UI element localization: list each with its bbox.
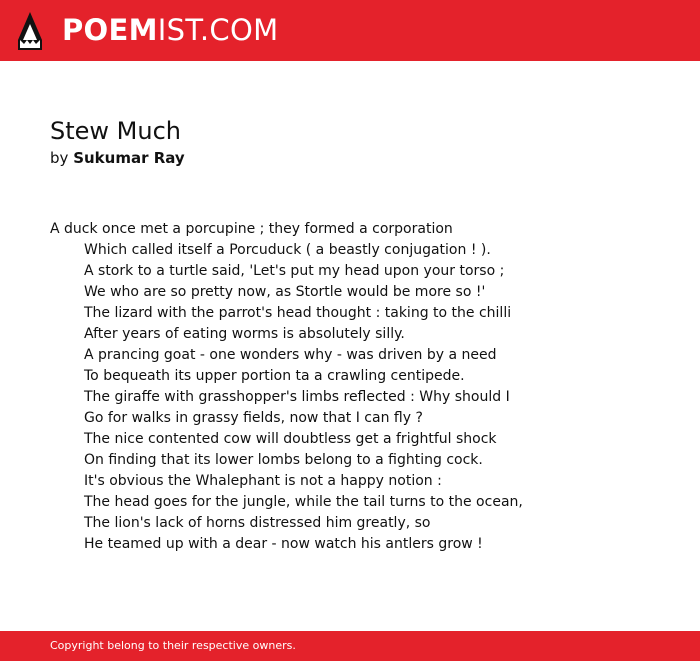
poem-line: On finding that its lower lombs belong to a fighting cock. bbox=[84, 452, 483, 468]
poem-line: Which called itself a Porcuduck ( a beastly conjugation ! ). bbox=[84, 242, 491, 258]
poem-body bbox=[50, 219, 670, 555]
poem-byline bbox=[50, 148, 185, 168]
author-name: Sukumar Ray bbox=[73, 149, 185, 167]
site-footer bbox=[0, 631, 700, 661]
poem-title: Stew Much bbox=[50, 117, 181, 145]
copyright-text: Copyright belong to their respective owners. bbox=[50, 639, 296, 652]
poem-line: Go for walks in grassy fields, now that I can fly ? bbox=[84, 410, 423, 426]
site-header bbox=[0, 0, 700, 61]
logo-light-text: IST.COM bbox=[157, 13, 279, 47]
poem-line: It's obvious the Whalephant is not a happy notion : bbox=[84, 473, 442, 489]
poem-line: The head goes for the jungle, while the tail turns to the ocean, bbox=[84, 494, 523, 510]
logo-bold-text: POEM bbox=[62, 13, 158, 47]
poem-line: The lion's lack of horns distressed him greatly, so bbox=[84, 515, 431, 531]
poem-line: He teamed up with a dear - now watch his antlers grow ! bbox=[84, 536, 483, 552]
by-label: by bbox=[50, 149, 69, 167]
poem-line: To bequeath its upper portion ta a crawling centipede. bbox=[84, 368, 465, 384]
poem-line: The nice contented cow will doubtless get a frightful shock bbox=[84, 431, 497, 447]
poem-line: A stork to a turtle said, 'Let's put my head upon your torso ; bbox=[84, 263, 505, 279]
poem-line: The giraffe with grasshopper's limbs reflected : Why should I bbox=[84, 389, 510, 405]
poem-line: After years of eating worms is absolutely silly. bbox=[84, 326, 405, 342]
poem-line: We who are so pretty now, as Stortle would be more so !' bbox=[84, 284, 486, 300]
poem-line: A duck once met a porcupine ; they formed a corporation bbox=[50, 221, 453, 237]
site-logo[interactable] bbox=[62, 12, 278, 48]
pencil-tip-icon[interactable] bbox=[16, 10, 44, 52]
poem-line: The lizard with the parrot's head thought : taking to the chilli bbox=[84, 305, 512, 321]
poem-line: A prancing goat - one wonders why - was driven by a need bbox=[84, 347, 497, 363]
